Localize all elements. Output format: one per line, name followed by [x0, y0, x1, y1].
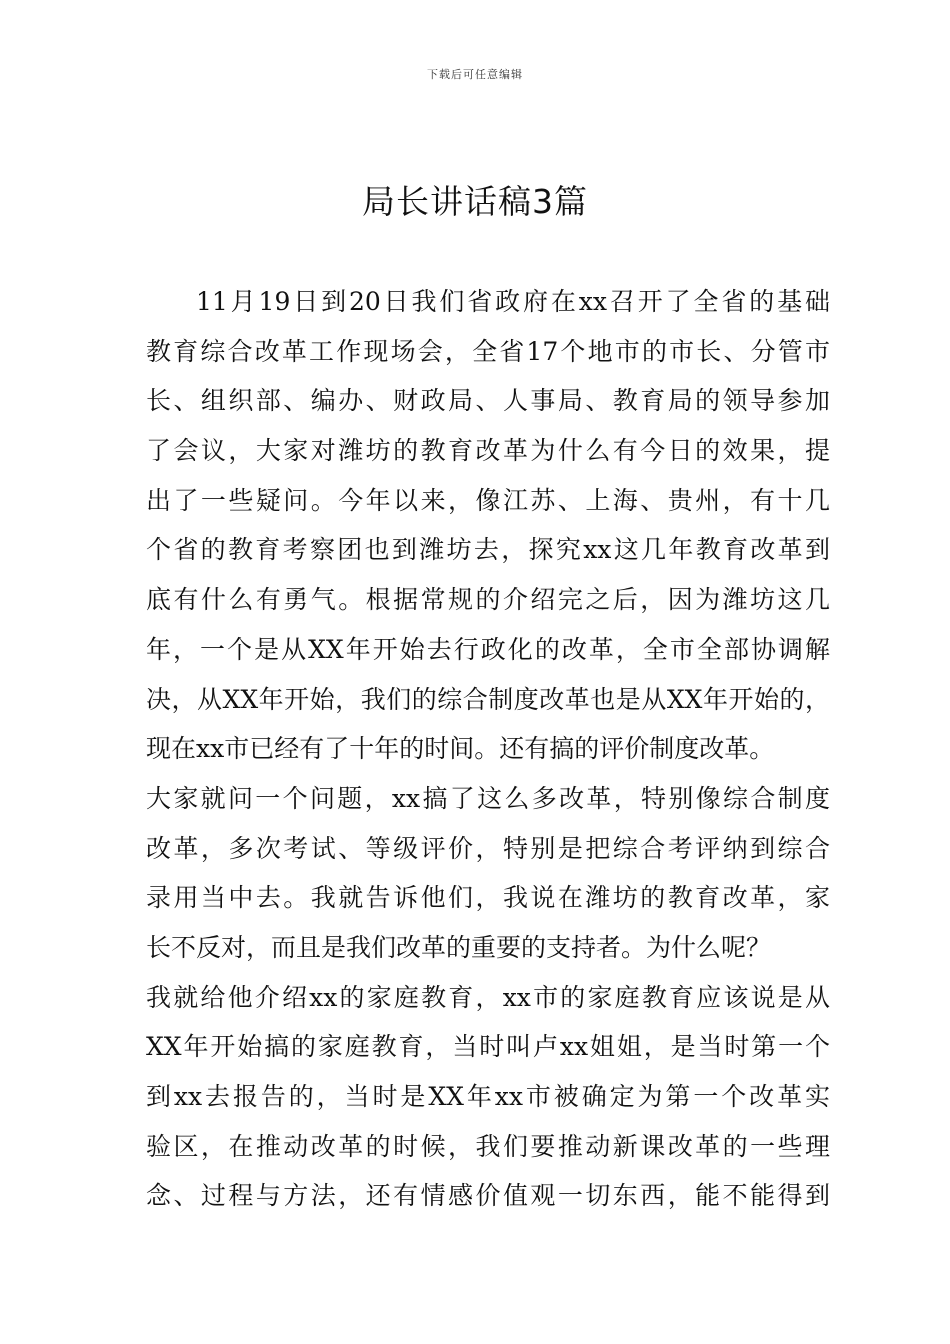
- text-line: 改革，多次考试、等级评价，特别是把综合考评纳到综合: [146, 833, 830, 863]
- text-line: 现在xx市已经有了十年的时间。还有搞的评价制度改革。: [146, 734, 775, 764]
- header-note: 下载后可任意编辑: [427, 68, 523, 81]
- text-line: 决，从XX年开始，我们的综合制度改革也是从XX年开始的，: [146, 684, 830, 714]
- text-line: 到xx去报告的，当时是XX年xx市被确定为第一个改革实: [146, 1082, 830, 1111]
- text-line: 11月19日到20日我们省政府在xx召开了全省的基础: [196, 287, 830, 316]
- text-line: 长、组织部、编办、财政局、人事局、教育局的领导参加: [146, 386, 830, 416]
- body-paragraph: [146, 277, 830, 1221]
- text-line: 教育综合改革工作现场会，全省17个地市的市长、分管市: [146, 336, 830, 366]
- text-line: XX年开始搞的家庭教育，当时叫卢xx姐姐，是当时第一个: [146, 1032, 830, 1062]
- text-line: 录用当中去。我就告诉他们，我说在潍坊的教育改革，家: [146, 883, 830, 913]
- text-line: 出了一些疑问。今年以来，像江苏、上海、贵州，有十几: [146, 485, 830, 515]
- text-line: 个省的教育考察团也到潍坊去，探究xx这几年教育改革到: [146, 535, 830, 565]
- text-line: 底有什么有勇气。根据常规的介绍完之后，因为潍坊这几: [146, 585, 830, 615]
- text-line: 我就给他介绍xx的家庭教育，xx市的家庭教育应该说是从: [146, 982, 830, 1012]
- text-line: 大家就问一个问题，xx搞了这么多改革，特别像综合制度: [146, 783, 830, 813]
- text-line: 了会议，大家对潍坊的教育改革为什么有今日的效果，提: [146, 436, 830, 466]
- text-line: 验区，在推动改革的时候，我们要推动新课改革的一些理: [146, 1131, 830, 1161]
- text-line: 念、过程与方法，还有情感价值观一切东西，能不能得到: [146, 1181, 830, 1211]
- text-line: 年，一个是从XX年开始去行政化的改革，全市全部协调解: [146, 634, 830, 664]
- document-title: 局长讲话稿3篇: [362, 182, 588, 221]
- text-line: 长不反对，而且是我们改革的重要的支持者。为什么呢？: [146, 932, 772, 962]
